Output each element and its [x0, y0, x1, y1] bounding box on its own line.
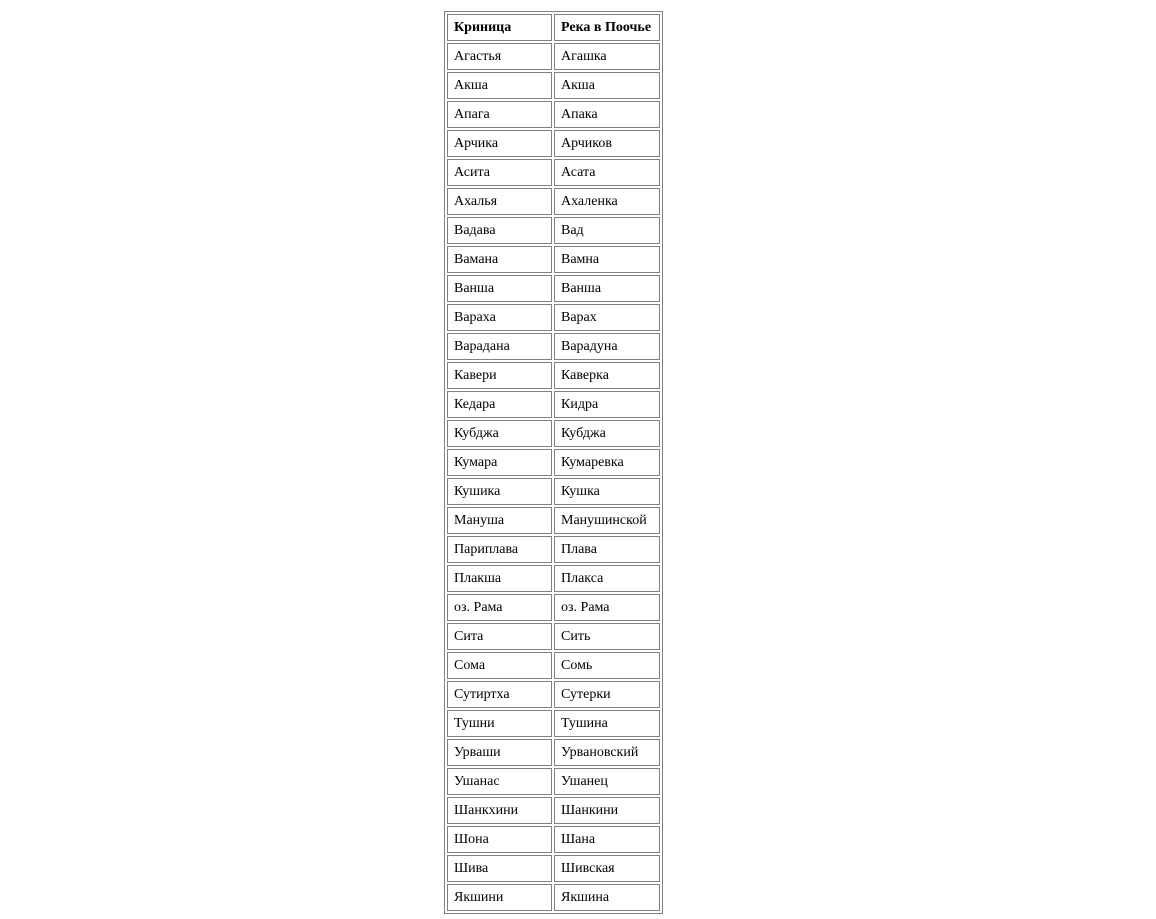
table-row	[447, 681, 660, 708]
cell-river: Ахаленка	[554, 188, 660, 215]
cell-river: Варах	[554, 304, 660, 331]
cell-river: Арчиков	[554, 130, 660, 157]
cell-krinitsa: Ванша	[447, 275, 552, 302]
table-row	[447, 623, 660, 650]
cell-krinitsa: Вамана	[447, 246, 552, 273]
cell-krinitsa: Ушанас	[447, 768, 552, 795]
cell-krinitsa: Тушни	[447, 710, 552, 737]
table-row	[447, 72, 660, 99]
cell-krinitsa: Арчика	[447, 130, 552, 157]
cell-river: Каверка	[554, 362, 660, 389]
cell-krinitsa: Кушика	[447, 478, 552, 505]
table-row	[447, 275, 660, 302]
cell-krinitsa: Кубджа	[447, 420, 552, 447]
table-row	[447, 391, 660, 418]
cell-krinitsa: Апага	[447, 101, 552, 128]
cell-river: Вад	[554, 217, 660, 244]
cell-river: Асата	[554, 159, 660, 186]
cell-river: Кумаревка	[554, 449, 660, 476]
cell-river: Плава	[554, 536, 660, 563]
table-row	[447, 797, 660, 824]
cell-krinitsa: Якшини	[447, 884, 552, 911]
table-row	[447, 304, 660, 331]
table-row	[447, 478, 660, 505]
table-row	[447, 710, 660, 737]
table-row	[447, 536, 660, 563]
cell-river: Апака	[554, 101, 660, 128]
cell-river: Кушка	[554, 478, 660, 505]
table-row	[447, 188, 660, 215]
cell-krinitsa: Кедара	[447, 391, 552, 418]
cell-river: Якшина	[554, 884, 660, 911]
cell-krinitsa: Шива	[447, 855, 552, 882]
cell-river: Урвановский	[554, 739, 660, 766]
table-row	[447, 333, 660, 360]
cell-river: Шана	[554, 826, 660, 853]
table-row	[447, 768, 660, 795]
cell-river: Сомь	[554, 652, 660, 679]
cell-river: Тушина	[554, 710, 660, 737]
cell-krinitsa: Кумара	[447, 449, 552, 476]
column-header-krinitsa: Криница	[447, 14, 552, 41]
table-row	[447, 362, 660, 389]
cell-krinitsa: Агастья	[447, 43, 552, 70]
table-row	[447, 565, 660, 592]
table-row	[447, 507, 660, 534]
table-row	[447, 420, 660, 447]
table-row	[447, 159, 660, 186]
table-row	[447, 101, 660, 128]
page-content	[444, 11, 663, 914]
cell-krinitsa: Шанкхини	[447, 797, 552, 824]
table-row	[447, 826, 660, 853]
cell-krinitsa: Сутиртха	[447, 681, 552, 708]
cell-river: Ванша	[554, 275, 660, 302]
cell-krinitsa: Варадана	[447, 333, 552, 360]
table-body	[447, 43, 660, 911]
column-header-river: Река в Поочье	[554, 14, 660, 41]
cell-krinitsa: Вадава	[447, 217, 552, 244]
cell-river: Сить	[554, 623, 660, 650]
cell-river: Шанкини	[554, 797, 660, 824]
table-row	[447, 594, 660, 621]
table-row	[447, 855, 660, 882]
table-row	[447, 652, 660, 679]
cell-krinitsa: оз. Рама	[447, 594, 552, 621]
cell-river: Кидра	[554, 391, 660, 418]
cell-krinitsa: Кавери	[447, 362, 552, 389]
cell-krinitsa: Асита	[447, 159, 552, 186]
cell-krinitsa: Плакша	[447, 565, 552, 592]
cell-krinitsa: Урваши	[447, 739, 552, 766]
cell-krinitsa: Акша	[447, 72, 552, 99]
cell-river: оз. Рама	[554, 594, 660, 621]
table-row	[447, 884, 660, 911]
table-row	[447, 449, 660, 476]
cell-river: Акша	[554, 72, 660, 99]
cell-river: Манушинской	[554, 507, 660, 534]
cell-krinitsa: Вараха	[447, 304, 552, 331]
cell-river: Агашка	[554, 43, 660, 70]
cell-river: Вамна	[554, 246, 660, 273]
table-row	[447, 217, 660, 244]
table-row	[447, 43, 660, 70]
table-row	[447, 246, 660, 273]
cell-krinitsa: Шона	[447, 826, 552, 853]
cell-krinitsa: Ахалья	[447, 188, 552, 215]
table-header-row	[447, 14, 660, 41]
table-row	[447, 739, 660, 766]
table-row	[447, 130, 660, 157]
cell-krinitsa: Париплава	[447, 536, 552, 563]
cell-river: Варадуна	[554, 333, 660, 360]
rivers-table	[444, 11, 663, 914]
cell-river: Шивская	[554, 855, 660, 882]
cell-krinitsa: Мануша	[447, 507, 552, 534]
cell-river: Ушанец	[554, 768, 660, 795]
cell-krinitsa: Сома	[447, 652, 552, 679]
cell-river: Кубджа	[554, 420, 660, 447]
cell-krinitsa: Сита	[447, 623, 552, 650]
cell-river: Сутерки	[554, 681, 660, 708]
cell-river: Плакса	[554, 565, 660, 592]
